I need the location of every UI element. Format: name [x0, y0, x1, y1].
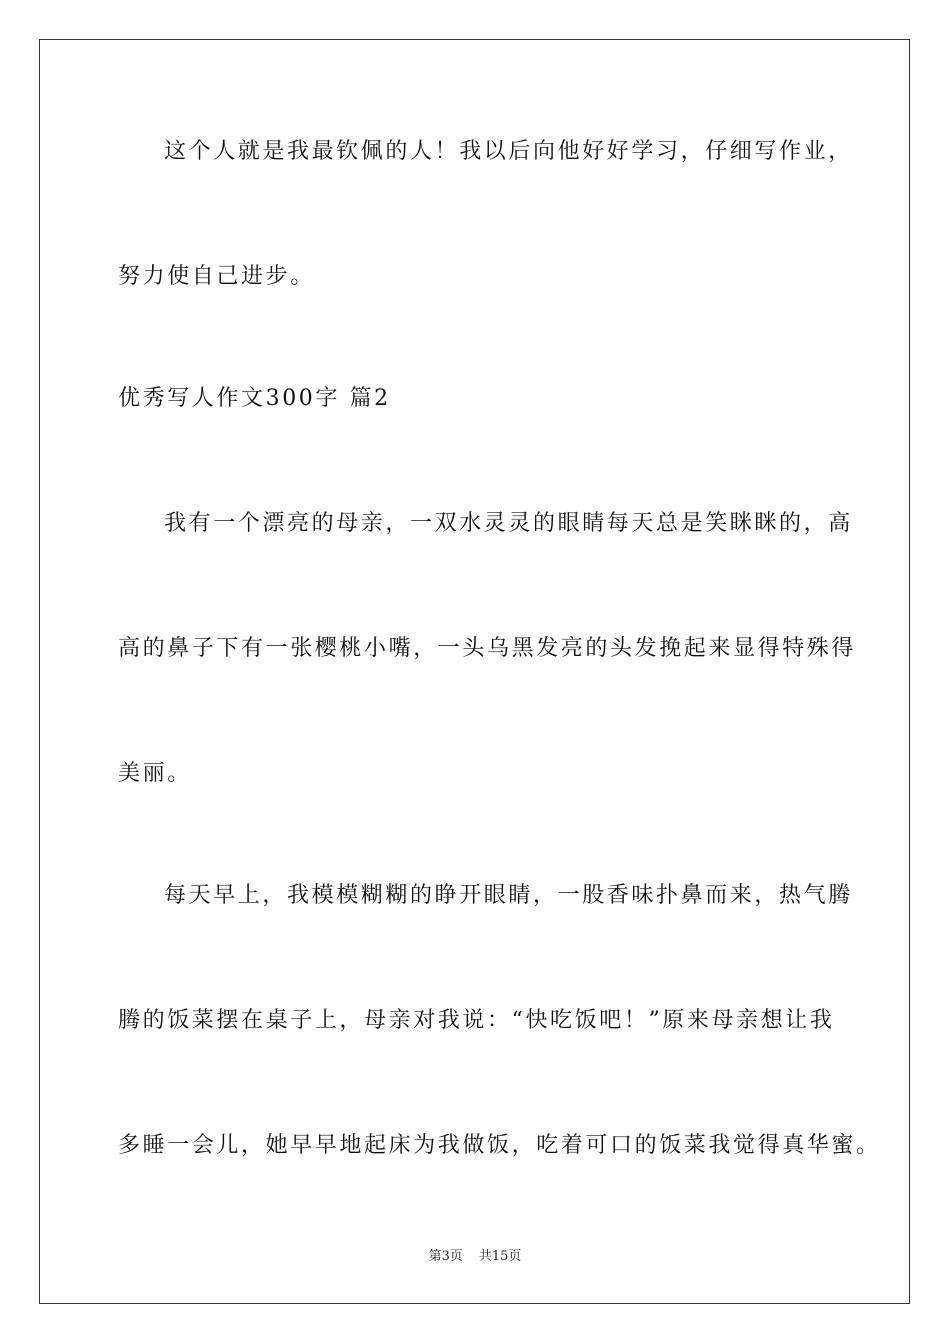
page-number: 第3页: [428, 1249, 463, 1264]
paragraph-3-line-1: 每天早上，我模模糊糊的睁开眼睛，一股香味扑鼻而来，热气腾: [164, 883, 853, 908]
essay-heading: 优秀写人作文300字 篇2: [118, 386, 391, 411]
page-footer: [0, 1248, 950, 1266]
paragraph-2-line-3: 美丽。: [118, 761, 192, 786]
paragraph-3-line-2: 腾的饭菜摆在桌子上，母亲对我说：“快吃饭吧！”原来母亲想让我: [118, 1008, 835, 1033]
page-border: [39, 39, 910, 1304]
paragraph-1-line-2: 努力使自己进步。: [118, 264, 315, 289]
paragraph-2-line-2: 高的鼻子下有一张樱桃小嘴，一头乌黑发亮的头发挽起来显得特殊得: [118, 636, 857, 661]
paragraph-1-line-1: 这个人就是我最钦佩的人！我以后向他好好学习，仔细写作业，: [164, 139, 853, 164]
total-pages: 共15页: [478, 1249, 522, 1264]
paragraph-2-line-1: 我有一个漂亮的母亲，一双水灵灵的眼睛每天总是笑眯眯的，高: [164, 511, 853, 536]
paragraph-3-line-3: 多睡一会儿，她早早地起床为我做饭，吃着可口的饭菜我觉得真华蜜。: [118, 1133, 881, 1158]
